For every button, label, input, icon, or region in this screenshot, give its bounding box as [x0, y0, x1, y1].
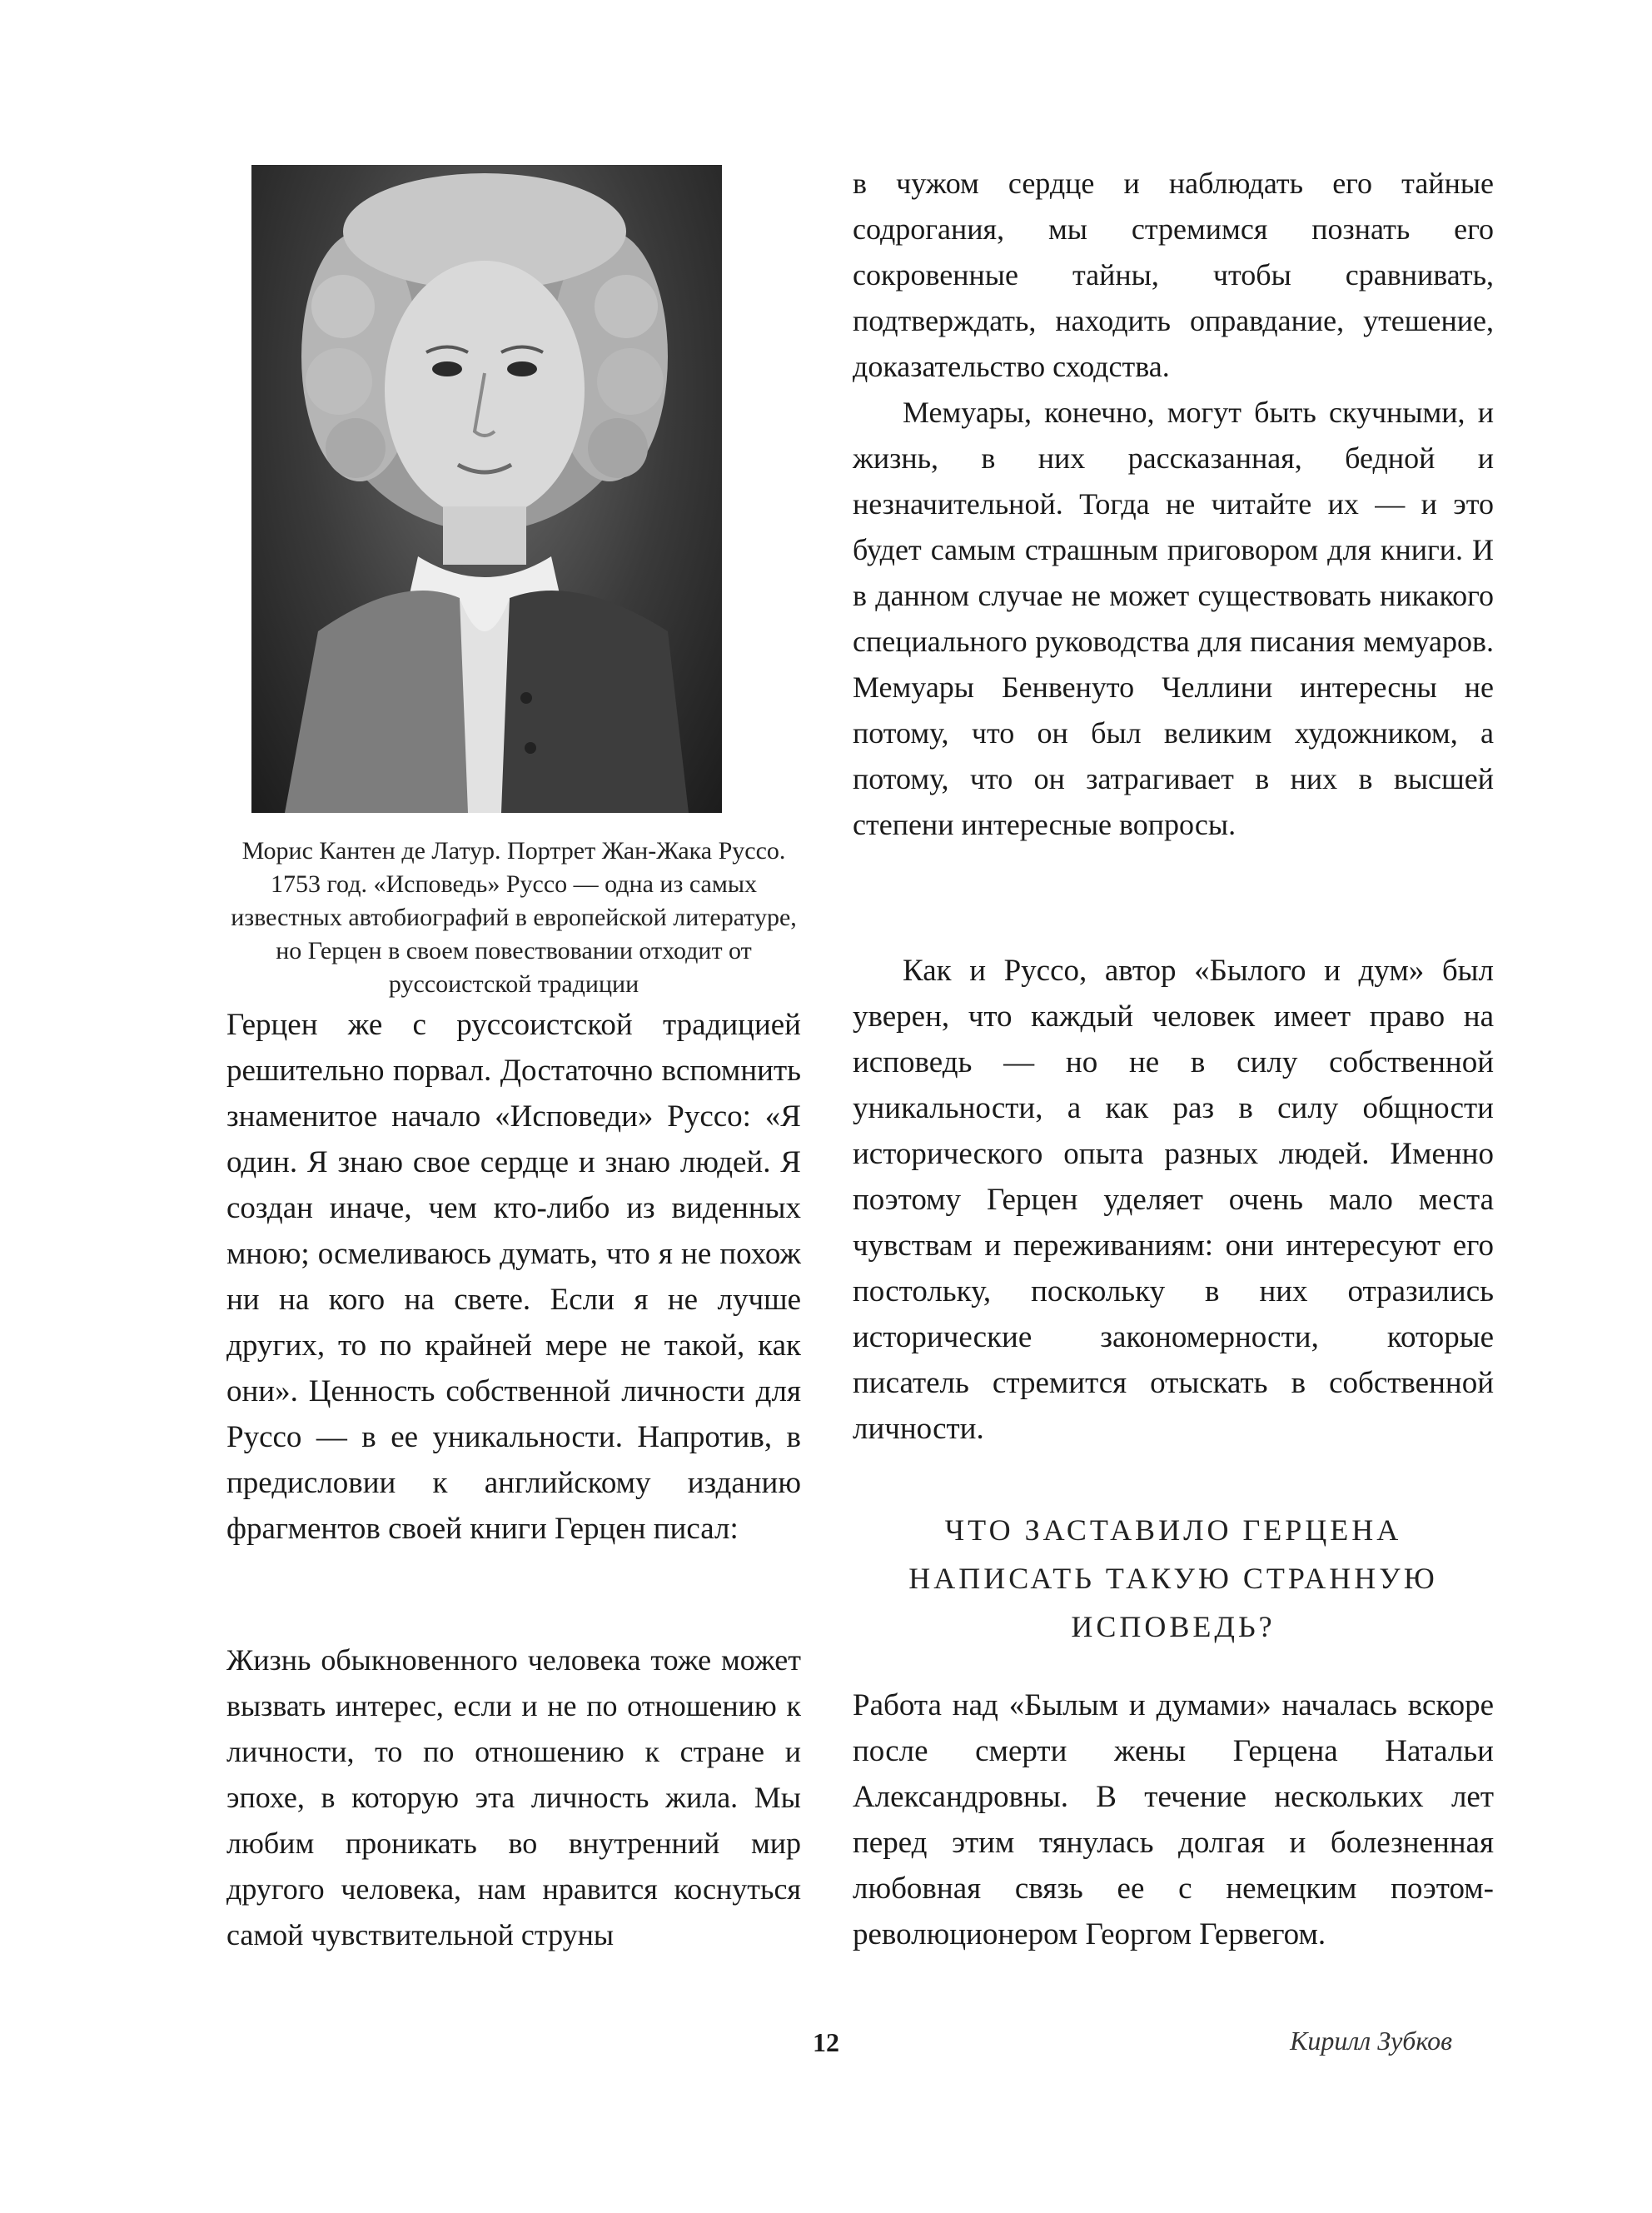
left-column: [226, 1002, 801, 1552]
body-paragraph: Как и Руссо, автор «Былого и дум» был уверен, что каждый человек имеет право на исповедь — но не в силу собственной уникальности, а как раз в силу общности исторического опыта разных людей. Именно поэтому Герцен уделяет очень мало места чувствам и переживаниям: они интересуют его постольку, поскольку в них отразились исторические закономерности, которые писатель стремится отыскать в собственной личности.: [853, 954, 1494, 1446]
right-body: [853, 948, 1494, 1452]
figure-caption: Морис Кантен де Латур. Портрет Жан-Жака Руссо. 1753 год. «Исповедь» Руссо — одна из самых известных автобиографий в европейской литературе, но Герцен в своем повествовании отходит от руссоистской традиции: [231, 837, 797, 998]
quote-text: Жизнь обыкновенного человека тоже может вызвать интерес, если и не по отношению к личности, то по отношению к стране и эпохе, в которую эта личность жила. Мы любим проникать во внутренний мир другого человека, нам нравится коснуться самой чувствительной струны: [226, 1643, 801, 1951]
body-paragraph: Работа над «Былым и думами» началась вскоре после смерти жены Герцена Натальи Александровны. В течение нескольких лет перед этим тянулась долгая и болезненная любовная связь ее с немецким поэтом-революционером Георгом Гервегом.: [853, 1688, 1494, 1951]
left-quote-block: [226, 1637, 801, 1958]
quote-continued: в чужом сердце и наблюдать его тайные содрогания, мы стремимся познать его сокровенные тайны, чтобы сравнивать, подтверждать, находить оправдание, утешение, доказательство сходства.: [853, 167, 1494, 383]
portrait-illustration: [251, 165, 722, 813]
section-heading: ЧТО ЗАСТАВИЛО ГЕРЦЕНА НАПИСАТЬ ТАКУЮ СТРАННУЮ ИСПОВЕДЬ?: [908, 1513, 1438, 1643]
right-column: [853, 161, 1494, 848]
right-final: [853, 1682, 1494, 1957]
page-number: 12: [813, 2027, 839, 2057]
body-paragraph: Герцен же с руссоистской традицией решительно порвал. Достаточно вспомнить знаменитое начало «Исповеди» Руссо: «Я один. Я знаю свое сердце и знаю людей. Я создан иначе, чем кто-либо из виденных мною; осмеливаюсь думать, что я не похож ни на кого на свете. Если я не лучше других, то по крайней мере не такой, как они». Ценность собственной личности для Руссо — в ее уникальности. Напротив, в предисловии к английскому изданию фрагментов своей книги Герцен писал:: [226, 1008, 801, 1546]
running-head-author: Кирилл Зубков: [1290, 2026, 1452, 2056]
quote-paragraph-2: Мемуары, конечно, могут быть скучными, и жизнь, в них рассказанная, бедной и незначительной. Тогда не читайте их — и это будет самым страшным приговором для книги. И в данном случае не может существовать никакого специального руководства для писания мемуаров. Мемуары Бенвенуто Челлини интересны не потому, что он был великим художником, а потому, что он затрагивает в них в высшей степени интересные вопросы.: [853, 396, 1494, 841]
portrait-drawing: [251, 165, 722, 813]
